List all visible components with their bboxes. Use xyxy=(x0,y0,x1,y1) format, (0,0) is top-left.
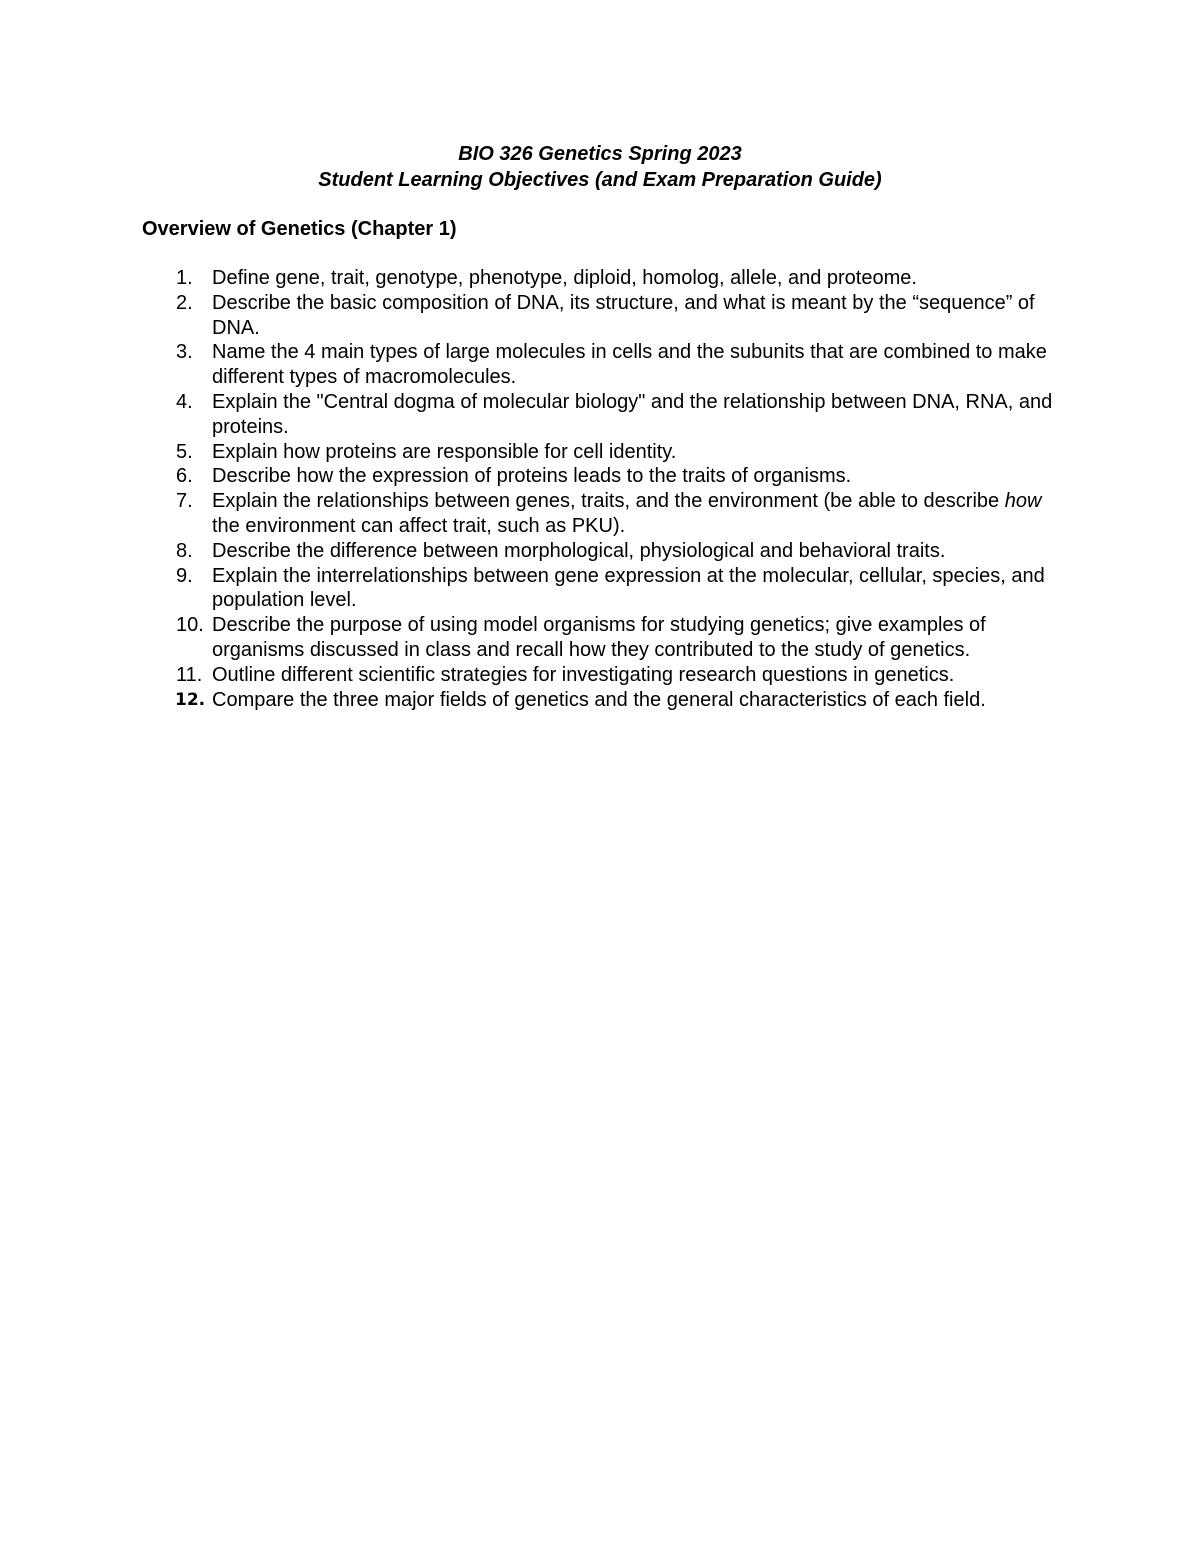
objective-item xyxy=(0,539,1200,564)
objective-number: 5. xyxy=(176,440,193,463)
objective-text-emphasis: how xyxy=(1004,490,1042,513)
objective-text: Describe the purpose of using model organisms for studying genetics; give examples of organisms discussed in class and recall how they contributed to the study of genetics. xyxy=(212,614,986,661)
objective-list xyxy=(0,266,1200,712)
objective-number: 4. xyxy=(176,390,193,413)
document-title: BIO 326 Genetics Spring 2023 xyxy=(458,143,742,165)
objective-text: Define gene, trait, genotype, phenotype, diploid, homolog, allele, and proteome. xyxy=(212,267,917,289)
objective-item xyxy=(0,688,1200,713)
objective-item xyxy=(0,613,1200,663)
objective-text: Compare the three major fields of genetics and the general characteristics of each field. xyxy=(212,688,986,711)
objective-number: 12. xyxy=(175,689,206,710)
objective-number: 7. xyxy=(176,490,193,513)
objective-number: 11. xyxy=(176,663,203,686)
objective-item xyxy=(0,291,1200,341)
objective-text xyxy=(212,489,1062,539)
objective-item xyxy=(0,564,1200,614)
objective-text: Explain the interrelationships between gene expression at the molecular, cellular, species, and population level. xyxy=(212,564,1045,612)
objective-item xyxy=(0,489,1200,539)
objective-text-part: Explain the relationships between genes, traits, and the environment (be able to describe xyxy=(212,490,1005,513)
objective-number: 8. xyxy=(176,539,193,562)
objective-number: 10. xyxy=(176,614,204,637)
objective-item xyxy=(0,663,1200,688)
objective-item xyxy=(0,440,1200,465)
section-heading: Overview of Genetics (Chapter 1) xyxy=(142,218,457,240)
objective-text: Explain how proteins are responsible for cell identity. xyxy=(212,440,677,463)
objective-item xyxy=(0,390,1200,440)
objective-number: 3. xyxy=(176,341,193,364)
objective-number: 9. xyxy=(176,564,193,587)
objective-number: 2. xyxy=(176,291,193,314)
objective-text: Describe how the expression of proteins leads to the traits of organisms. xyxy=(212,465,852,488)
document-subtitle: Student Learning Objectives (and Exam Preparation Guide) xyxy=(318,169,882,191)
objective-text: Describe the difference between morphological, physiological and behavioral traits. xyxy=(212,539,946,562)
objective-text-part: the environment can affect trait, such as PKU). xyxy=(212,514,626,537)
objective-text: Explain the "Central dogma of molecular biology" and the relationship between DNA, RNA, and proteins. xyxy=(212,390,1053,438)
objective-number: 6. xyxy=(176,465,193,488)
objective-item xyxy=(0,266,1200,291)
objective-item xyxy=(0,340,1200,390)
objective-text: Describe the basic composition of DNA, its structure, and what is meant by the “sequence” of DNA. xyxy=(212,291,1035,339)
objective-text: Outline different scientific strategies for investigating research questions in genetics. xyxy=(212,663,955,686)
objective-text: Name the 4 main types of large molecules in cells and the subunits that are combined to make different types of macromolecules. xyxy=(212,341,1047,389)
objective-number: 1. xyxy=(176,267,193,289)
objective-item xyxy=(0,464,1200,489)
